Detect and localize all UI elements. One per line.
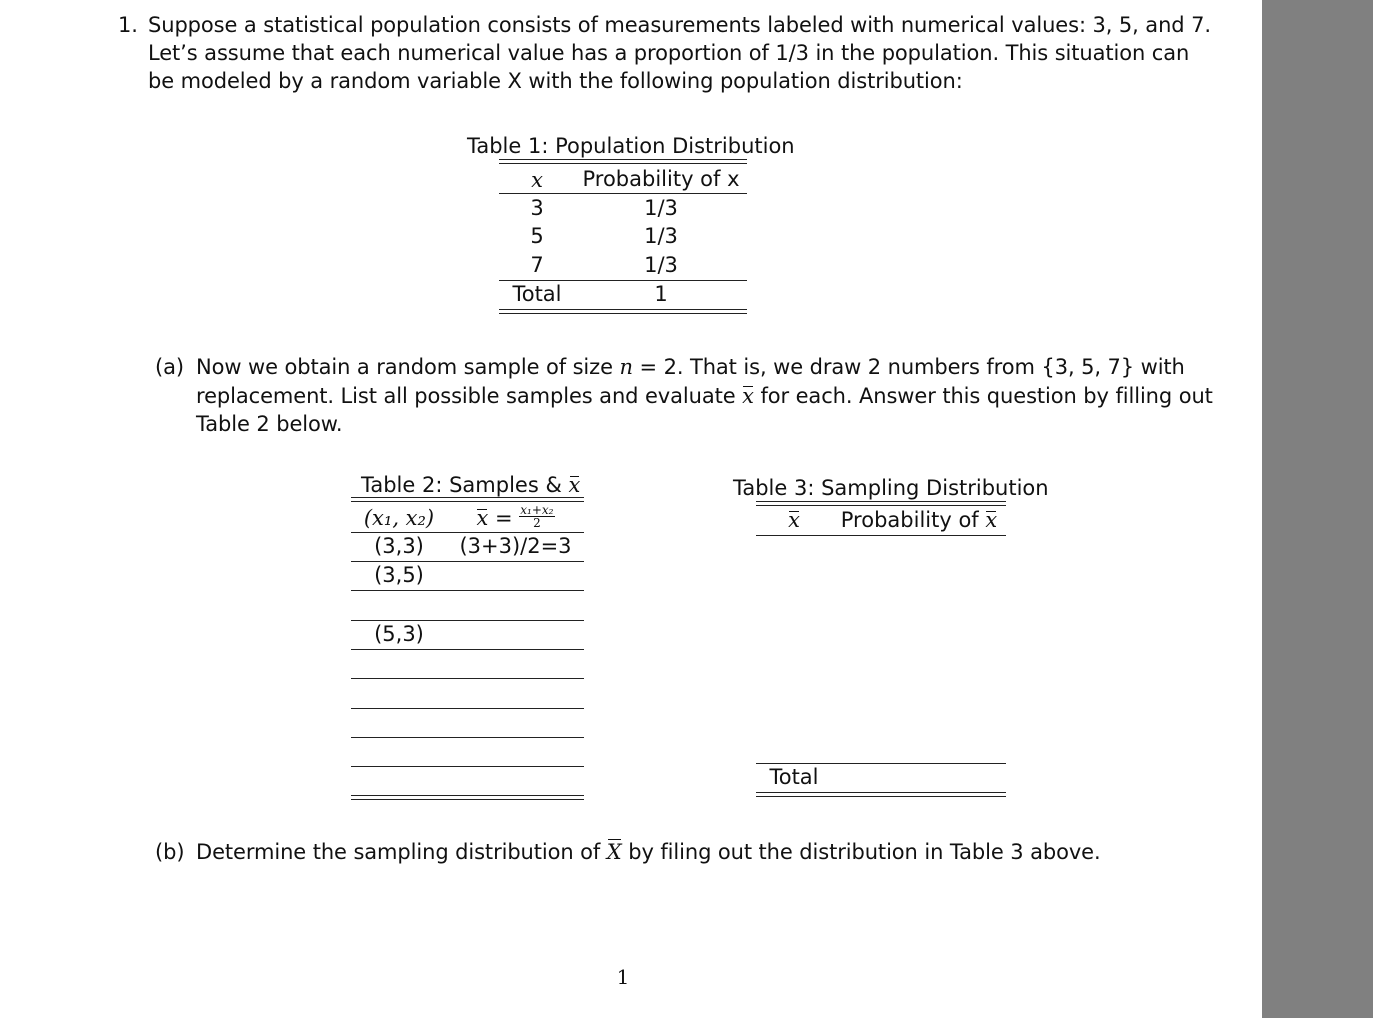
table1-rule xyxy=(499,193,747,194)
table2-rule xyxy=(351,799,584,800)
table2-cell: (3,5) xyxy=(374,563,424,587)
table2-rule xyxy=(351,497,584,498)
part-a-line-2: replacement. List all possible samples and evaluate x for each. Answer this question by filling out xyxy=(196,384,1213,408)
table1-header-prob: Probability of x xyxy=(582,167,740,191)
table3-rule xyxy=(756,535,1006,536)
part-a-line-1: Now we obtain a random sample of size n = 2. That is, we draw 2 numbers from {3, 5, 7} with xyxy=(196,355,1185,379)
table1-total-label: Total xyxy=(512,282,562,306)
problem-number: 1. xyxy=(118,13,138,37)
intro-line-3: be modeled by a random variable X with the following population distribution: xyxy=(148,69,963,93)
table2-header-pair: (x₁, x₂) xyxy=(363,506,435,530)
table1-rule xyxy=(499,309,747,310)
table2-rule xyxy=(351,501,584,502)
table2-rule xyxy=(351,795,584,796)
table1-cell: 7 xyxy=(530,253,544,277)
part-a-line-3: Table 2 below. xyxy=(196,412,343,436)
table3-rule xyxy=(756,501,1006,502)
table3-total-label: Total xyxy=(769,765,819,789)
table3-caption: Table 3: Sampling Distribution xyxy=(733,476,1049,500)
table2-caption: Table 2: Samples & x xyxy=(361,473,581,497)
table3-header-prob: Probability of x xyxy=(840,508,998,532)
table2-cell: (3+3)/2=3 xyxy=(459,534,572,558)
intro-line-1: Suppose a statistical population consists of measurements labeled with numerical values: 3, 5, and 7. xyxy=(148,13,1211,37)
table2-header-fraction: $\frac{\text{x₁+x₂}}{2}$ xyxy=(520,502,554,530)
table1-rule xyxy=(499,159,747,160)
part-a-label: (a) xyxy=(155,355,184,379)
page-number: 1 xyxy=(616,965,630,989)
part-b-text: Determine the sampling distribution of X by filing out the distribution in Table 3 above. xyxy=(196,840,1101,864)
table1-cell: 1/3 xyxy=(644,196,678,220)
table1-cell: 3 xyxy=(530,196,544,220)
part-b-label: (b) xyxy=(155,840,185,864)
table3-rule xyxy=(756,792,1006,793)
table2-rule xyxy=(351,708,584,709)
table2-rule xyxy=(351,649,584,650)
intro-line-2: Let’s assume that each numerical value has a proportion of 1/3 in the population. This situation can xyxy=(148,41,1190,65)
table2-rule xyxy=(351,737,584,738)
table1-rule xyxy=(499,163,747,164)
table3-rule xyxy=(756,796,1006,797)
table2-rule xyxy=(351,766,584,767)
table2-rule xyxy=(351,590,584,591)
table1-rule xyxy=(499,313,747,314)
table2-cell: (3,3) xyxy=(374,534,424,558)
table3-header-x: x xyxy=(788,508,800,532)
table1-total-value: 1 xyxy=(654,282,668,306)
table2-cell: (5,3) xyxy=(374,622,424,646)
table1-cell: 5 xyxy=(530,224,544,248)
table1-caption: Table 1: Population Distribution xyxy=(467,134,795,158)
viewer-background xyxy=(1262,0,1373,1018)
table2-rule xyxy=(351,678,584,679)
table1-header-x: x xyxy=(531,168,543,192)
table1-cell: 1/3 xyxy=(644,224,678,248)
table2-header-mean: x = $\frac{\text{x₁+x₂}}{2}$ xyxy=(476,502,554,530)
table3-rule xyxy=(756,505,1006,506)
table1-cell: 1/3 xyxy=(644,253,678,277)
